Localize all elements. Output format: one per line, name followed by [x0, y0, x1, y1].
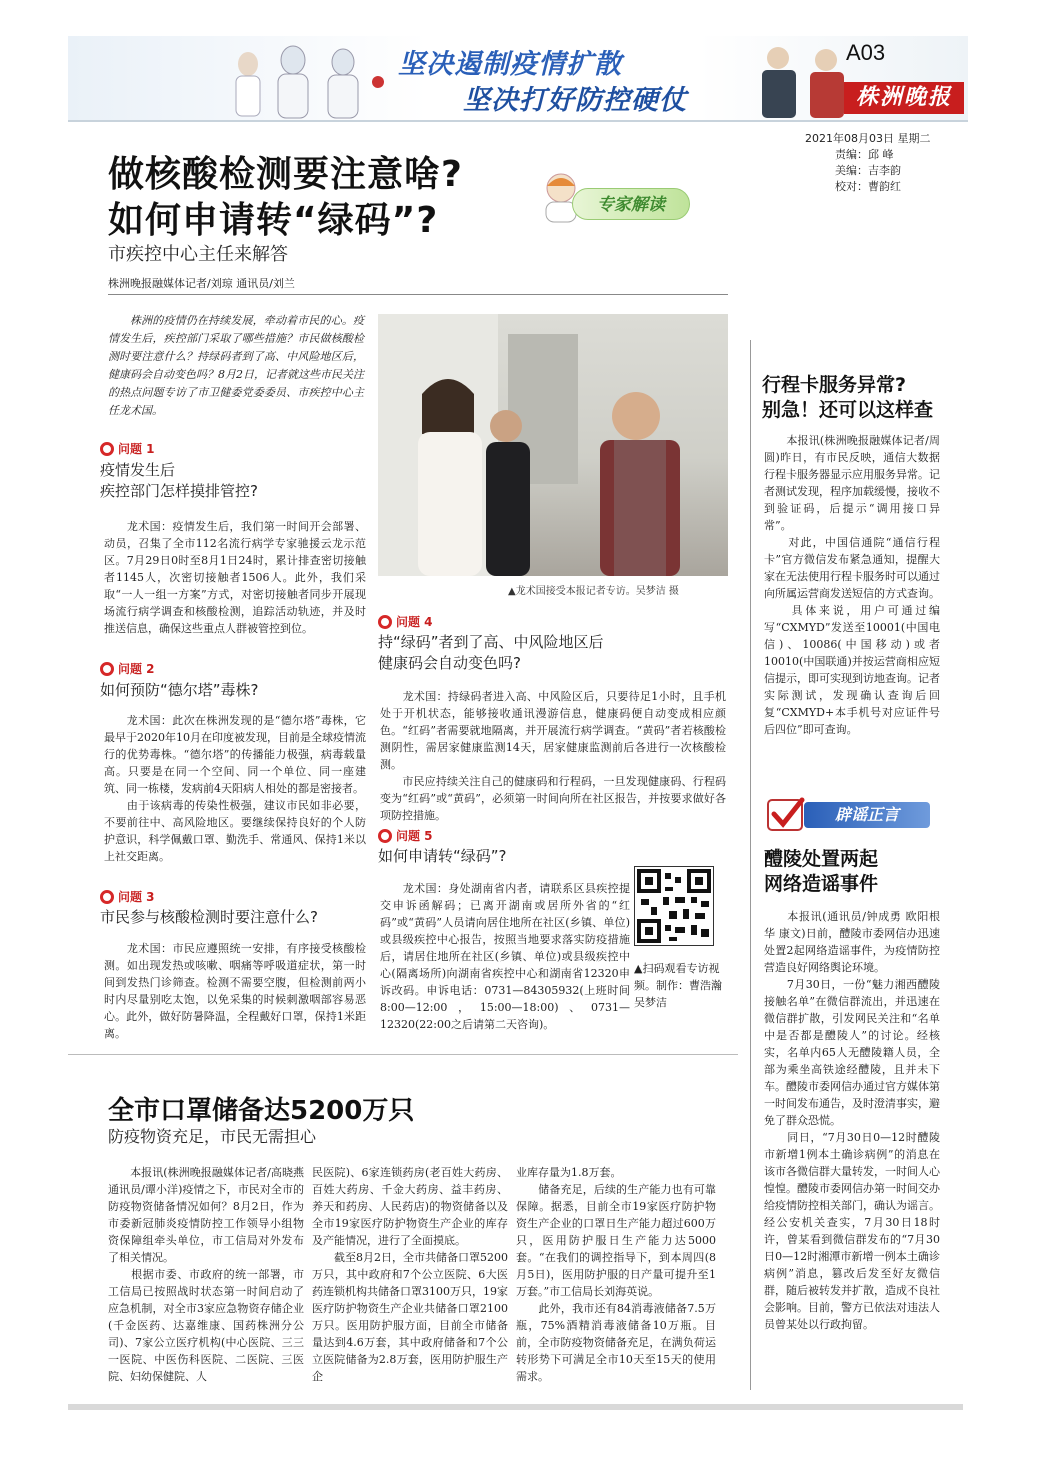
question-5-tag: 问题 5: [378, 827, 433, 844]
question-3-answer: 龙术国：市民应遵照统一安排，有序接受核酸检测。如出现发热或咳嗽、咽痛等呼吸道症状，第一时间到发热门诊筛查。检测不需要空腹，但检测前两小时内尽量别吃太饱，以免采集的时候刺激咽部容易恶心。此外，做好防暑降温，全程戴好口罩，保持1米距离。: [104, 942, 366, 1040]
question-3-title: 市民参与核酸检测时要注意什么?: [100, 908, 318, 926]
police-officers-illustration: [748, 40, 858, 120]
question-4-tag: 问题 4: [378, 613, 433, 630]
masthead-logo: 株洲晚报: [844, 82, 964, 114]
qr-code-icon: [635, 867, 713, 945]
main-subtitle: 市疾控中心主任来解答: [108, 244, 288, 265]
art-editor-line: 美编：吉李韵: [835, 164, 901, 177]
question-5-answer: 龙术国：身处湖南省内者，请联系区县疾控提交申诉函解码；已离开湖南或居所外省的“红码”或“黄码”人员请向居住地所在社区(乡镇、单位)或县级疾控中心报告，按照当地要求落实防疫措施后，请居住地所在社区(乡镇、单位)或县级疾控中心(隔离场所)向湖南省疾控中心和湖南省12320申诉改码。申诉电话：0731—84305932(上班时间8:00—12:00，15:00—18:00)、0731—12320(22:00之后请第二天咨询)。: [380, 882, 630, 1031]
date-line: 2021年08月03日 星期二: [805, 132, 931, 145]
side1-body: 本报讯(株洲晚报融媒体记者/周圆)昨日，有市民反映，通信大数据行程卡服务器显示应用服务异常。记者测试发现，程序加载缓慢，接收不到验证码，后提示“调用接口异常”。 对此，中国信通院“通信行程卡”官方微信发布紧急通知，提醒大家在无法使用行程卡服务时可以通过向所属运营商发送短信的方式查询。 具体来说，用户可通过编写“CXMYD”发送至10001(中国电信)、10086(中国移动)或者10010(中国联通)并按运营商相应短信提示，即可实现到访地查询。记者实际测试，发现确认查询后回复“CXMYD+本手机号对应证件号后四位”即可查询。: [764, 434, 940, 736]
question-2-title: 如何预防“德尔塔”毒株?: [100, 681, 259, 699]
lead-paragraph: 株洲的疫情仍在持续发展，牵动着市民的心。疫情发生后，疾控部门采取了哪些措施？市民做核酸检测时要注意什么？持绿码者到了高、中风险地区后，健康码会自动变色吗？8月2日，记者就这些市民关注的热点问题专访了市卫健委党委委员、市疾控中心主任龙术国。: [108, 314, 364, 417]
question-3-tag: 问题 3: [100, 888, 155, 905]
question-1-answer: 龙术国：疫情发生后，我们第一时间开会部署、动员，召集了全市112名流行病学专家驰援云龙示范区。7月29日0时至8月1日24时，累计排查密切接触者1145人，次密切接触者1506人。此外，我们采取“一人一组一方案”方式，对密切接触者同步开展现场流行病学调查和核酸检测，追踪活动轨迹，并及时推送信息，确保这些重点人群被管控到位。: [104, 520, 366, 635]
editor-line: 责编：邱 峰: [835, 148, 894, 161]
mask-article-subtitle: 防疫物资充足，市民无需担心: [108, 1127, 317, 1146]
title-divider: [108, 294, 728, 295]
question-4-title: 持“绿码”者到了高、中风险地区后 健康码会自动变色吗?: [378, 633, 604, 672]
photo-caption: ▲龙术国接受本报记者专访。吴梦洁 摄: [508, 586, 679, 597]
main-byline: 株洲晚报融媒体记者/刘琼 通讯员/刘兰: [108, 277, 295, 290]
page-number: A03: [846, 40, 886, 65]
header-banner: [68, 36, 968, 122]
question-marker-icon: [100, 442, 114, 456]
question-marker-icon: [378, 615, 392, 629]
qr-code[interactable]: [634, 866, 714, 946]
right-column-divider: [750, 340, 751, 1390]
question-2-answer: 龙术国：此次在株洲发现的是“德尔塔”毒株，它最早于2020年10月在印度被发现，目前是全球疫情流行的优势毒株。“德尔塔”的传播能力极强，病毒载量高。只要是在同一个空间、同一个单位、同一座建筑、同一栋楼，发病前4天阳病人相处的都是密接者。 由于该病毒的传染性极强，建议市民如非必要，不要前往中、高风险地区。要继续保持良好的个人防护意识，科学佩戴口罩、勤洗手、常通风、保持1米以上社交距离。: [104, 714, 366, 863]
check-mark-icon: [764, 794, 808, 836]
qr-caption: ▲扫码观看专访视频。制作：曹浩瀚 吴梦洁: [634, 962, 722, 1009]
banner-slogan-1: 坚决遏制疫情扩散: [398, 49, 622, 80]
side2-title-line1: 醴陵处置两起: [764, 848, 879, 870]
question-marker-icon: [100, 662, 114, 676]
side1-title-line2: 别急！还可以这样查: [762, 399, 934, 421]
question-marker-icon: [100, 890, 114, 904]
question-2-tag: 问题 2: [100, 660, 155, 677]
rumor-refute-label: 辟谣正言: [804, 802, 930, 828]
medical-workers-illustration: [218, 42, 398, 120]
question-5-title: 如何申请转“绿码”?: [378, 847, 507, 865]
side2-title-line2: 网络造谣事件: [764, 873, 879, 895]
mask-article-col2: 民医院)、6家连锁药房(老百姓大药房、百姓大药房、千金大药房、益丰药房、养天和药房、人民药店)的物资储备以及全市19家医疗防护物资生产企业的库存及产能情况，进行了全面摸底。 截至8月2日，全市共储备口罩5200万只，其中政府和7个公立医院、6大医药连锁机构共储备口罩3100万只，19家医疗防护物资生产企业共储备口罩2100万只。医用防护服方面，目前全市储备量达到4.6万套，其中政府储备和7个公立医院储备为2.8万套，医用防护服生产企: [312, 1166, 508, 1383]
side2-body: 本报讯(通讯员/钟成勇 欧阳根华 康文)日前，醴陵市委网信办迅速处置2起网络造谣事件，为疫情防控营造良好网络舆论环境。 7月30日，一份“魅力湘西醴陵接触名单”在微信群流出，并迅速在微信群扩散，引发网民关注和“名单中是否都是醴陵人”的讨论。经核实，名单内65人无醴陵籍人员，全部为乘坐高铁途经醴陵，且并未下车。醴陵市委网信办通过官方媒体第一时间发布通告，及时澄清事实，避免了群众恐慌。 同日，“7月30日0—12时醴陵市新增1例本土确诊病例”的消息在该市各微信群大量转发，一时间人心惶惶。醴陵市委网信办第一时间交办给疫情防控相关部门，确认为谣言。经公安机关查实，7月30日18时许，曾某看到微信群发布的“7月30日0—12时湘潭市新增一例本土确诊病例”消息，篡改后发至好友微信群，随后被转发并扩散，造成不良社会影响。目前，警方已依法对违法人员曾某处以行政拘留。: [764, 910, 940, 1331]
bottom-section-divider: [68, 1054, 738, 1055]
banner-slogan-2: 坚决打好防控硬仗: [463, 85, 687, 116]
main-title-line2: 如何申请转“绿码”?: [108, 200, 439, 241]
mask-article-col1: 本报讯(株洲晚报融媒体记者/高晓燕 通讯员/谭小洋)疫情之下，市民对全市的防疫物资储备情况如何？8月2日，作为市委新冠肺炎疫情防控工作领导小组物资保障组牵头单位，市工信局对外发布了相关情况。 根据市委、市政府的统一部署，市工信局已按照战时状态第一时间启动了应急机制，对全市3家应急物资存储企业(千金医药、达嘉维康、国药株洲分公司)、7家公立医疗机构(中心医院、三三一医院、中医伤科医院、二医院、三医院、妇幼保健院、人: [108, 1166, 304, 1383]
question-1-tag: 问题 1: [100, 440, 155, 457]
mask-article-col3: 业库存量为1.8万套。 储备充足，后续的生产能力也有可靠保障。据悉，目前全市19家医疗防护物资生产企业的口罩日生产能力超过600万只，医用防护服日生产能力达5000套。“在我们的调控指导下，到本周四(8月5日)，医用防护服的日产量可提升至1万套。”市工信局长刘海英说。 此外，我市还有84消毒液储备7.5万瓶，75%酒精消毒液储备10万瓶。目前，全市防疫物资储备充足，在满负荷运转形势下可满足全市10天至15天的使用需求。: [516, 1166, 716, 1383]
proofreader-line: 校对：曹韵红: [835, 180, 901, 193]
mask-article-title: 全市口罩储备达5200万只: [108, 1096, 415, 1126]
question-4-answer: 龙术国：持绿码者进入高、中风险区后，只要待足1小时，且手机处于开机状态，能够接收通讯漫游信息，健康码便自动变成相应颜色。“红码”者需要就地隔离，并开展流行病学调查。“黄码”者若核酸检测阴性，需居家健康监测14天，居家健康监测前后各进行一次核酸检测。 市民应持续关注自己的健康码和行程码，一旦发现健康码、行程码变为“红码”或“黄码”，必须第一时间向所在社区报告，并按要求做好各项防控措施。: [380, 690, 726, 822]
expert-interpretation-badge: 专家解读: [572, 188, 690, 220]
interview-scene-figures: [378, 314, 728, 576]
page-bottom-rule: [68, 1404, 963, 1410]
rumor-refute-badge: [764, 798, 934, 832]
side1-title-line1: 行程卡服务异常?: [762, 374, 907, 396]
question-1-title: 疫情发生后 疾控部门怎样摸排管控?: [100, 461, 258, 500]
main-title-line1: 做核酸检测要注意啥?: [108, 154, 463, 195]
question-marker-icon: [378, 829, 392, 843]
interview-photo: [378, 314, 728, 576]
